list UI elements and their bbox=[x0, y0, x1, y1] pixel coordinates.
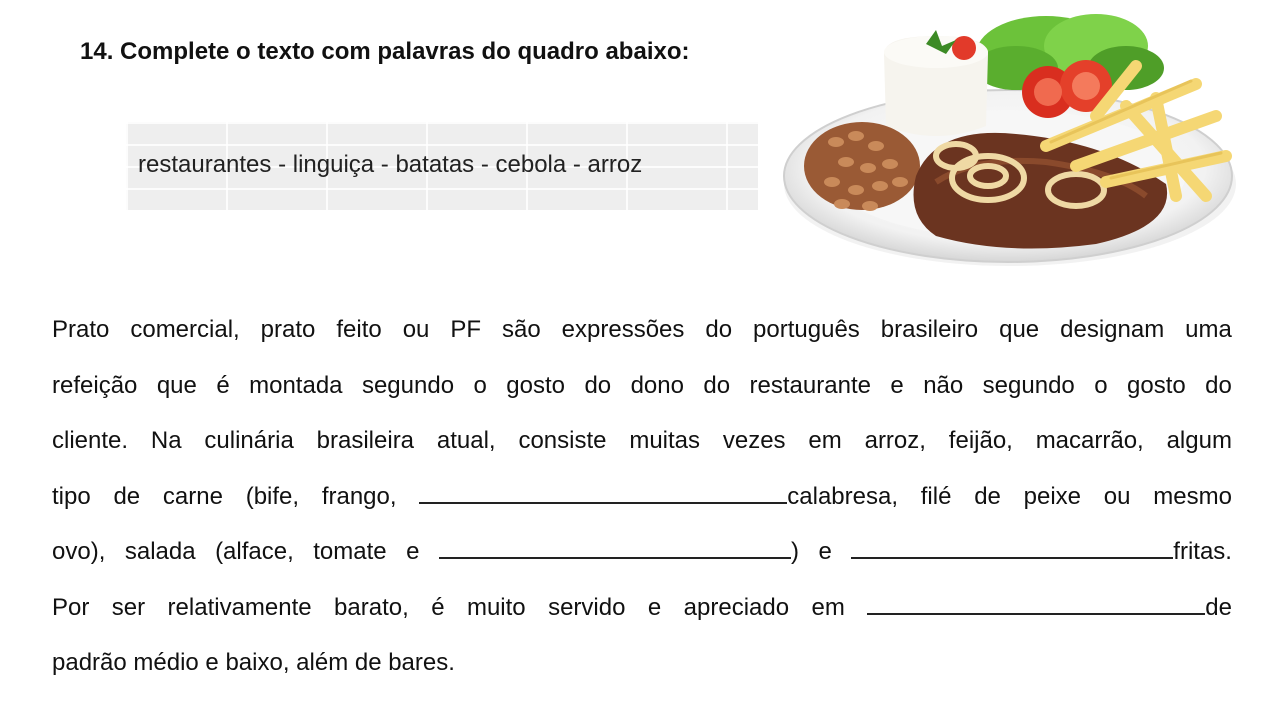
paragraph-word: (bife, bbox=[245, 482, 300, 510]
paragraph-word: Na bbox=[150, 427, 182, 454]
paragraph-word: segundo bbox=[361, 371, 455, 399]
paragraph-word: apreciado bbox=[683, 593, 790, 621]
paragraph-word: que bbox=[999, 316, 1040, 343]
paragraph-word: atual, bbox=[436, 427, 496, 454]
paragraph-word: que bbox=[156, 371, 197, 399]
fill-in-blank[interactable] bbox=[851, 539, 1173, 559]
paragraph-word: o bbox=[473, 371, 487, 399]
paragraph-word: e bbox=[818, 538, 832, 565]
paragraph-word: brasileiro bbox=[880, 316, 979, 343]
fill-in-blank[interactable] bbox=[419, 484, 787, 504]
paragraph-word: e bbox=[890, 371, 904, 399]
paragraph-word: e bbox=[406, 538, 420, 565]
paragraph-word: peixe bbox=[1023, 482, 1082, 510]
paragraph-word: restaurante bbox=[749, 371, 871, 399]
paragraph-word: tomate bbox=[313, 538, 387, 565]
fill-in-blank-group bbox=[851, 524, 1232, 580]
paragraph-word: é bbox=[431, 593, 445, 621]
paragraph-word: feijão, bbox=[948, 427, 1013, 454]
paragraph-word: (alface, bbox=[215, 538, 294, 565]
paragraph-line-1 bbox=[52, 302, 1232, 358]
paragraph-word: vezes bbox=[722, 427, 786, 454]
paragraph-word: dono bbox=[630, 371, 684, 399]
paragraph-word: uma bbox=[1185, 316, 1232, 343]
paragraph-word: o bbox=[1094, 371, 1108, 399]
paragraph-line-4 bbox=[52, 469, 1232, 525]
paragraph-word: filé bbox=[920, 482, 952, 510]
paragraph-word: do bbox=[584, 371, 612, 399]
paragraph-word: e bbox=[647, 593, 662, 621]
paragraph-word: culinária bbox=[204, 427, 294, 454]
paragraph-word: é bbox=[216, 371, 230, 399]
paragraph-word: arroz, bbox=[864, 427, 926, 454]
paragraph-word: relativamente bbox=[167, 593, 312, 621]
blank-suffix-text: fritas. bbox=[1173, 538, 1232, 565]
word-bank-box bbox=[126, 122, 758, 210]
paragraph-word: refeição bbox=[52, 371, 138, 399]
paragraph-word: gosto bbox=[506, 371, 565, 399]
paragraph-word: Prato bbox=[52, 316, 110, 343]
paragraph-word: do bbox=[703, 371, 731, 399]
paragraph-word: cliente. bbox=[52, 427, 129, 454]
fill-in-blank[interactable] bbox=[867, 595, 1205, 615]
paragraph-line-6 bbox=[52, 580, 1232, 636]
paragraph-word: em bbox=[808, 427, 842, 454]
paragraph-word: do bbox=[705, 316, 733, 343]
paragraph-word: feito bbox=[336, 316, 382, 343]
paragraph-word: carne bbox=[162, 482, 223, 510]
prato-feito-image bbox=[776, 6, 1240, 274]
paragraph-word: segundo bbox=[982, 371, 1075, 399]
paragraph-word: ou bbox=[402, 316, 430, 343]
blank-suffix-text: calabresa, bbox=[787, 482, 899, 510]
paragraph-word: tipo bbox=[52, 482, 91, 510]
paragraph-word: não bbox=[923, 371, 964, 399]
paragraph-word: ou bbox=[1103, 482, 1131, 510]
fill-in-blank-group bbox=[867, 580, 1232, 636]
paragraph-word: do bbox=[1205, 371, 1232, 399]
paragraph-line-3 bbox=[52, 413, 1232, 469]
paragraph-word: em bbox=[811, 593, 845, 621]
paragraph-line-5 bbox=[52, 524, 1232, 580]
paragraph-word: servido bbox=[548, 593, 626, 621]
paragraph-word: gosto bbox=[1127, 371, 1186, 399]
paragraph-word: montada bbox=[249, 371, 343, 399]
paragraph-word: português bbox=[753, 316, 860, 343]
paragraph-word: comercial, bbox=[130, 316, 240, 343]
paragraph-word: consiste bbox=[518, 427, 607, 454]
paragraph-word: brasileira bbox=[316, 427, 415, 454]
paragraph-word: PF bbox=[450, 316, 482, 343]
paragraph-word: algum bbox=[1166, 427, 1232, 454]
paragraph-word: designam bbox=[1060, 316, 1165, 343]
paragraph-word: são bbox=[502, 316, 541, 343]
paragraph-word: ovo), bbox=[52, 538, 106, 565]
paragraph-word: de bbox=[974, 482, 1001, 510]
word-bank-text: restaurantes - linguiça - batatas - cebola - arroz bbox=[138, 151, 643, 178]
paragraph-word: muito bbox=[466, 593, 526, 621]
paragraph-word: barato, bbox=[334, 593, 409, 621]
paragraph-word: ser bbox=[111, 593, 146, 621]
fill-in-blank-group bbox=[419, 469, 898, 525]
exercise-title: 14. Complete o texto com palavras do quadro abaixo: bbox=[80, 38, 690, 65]
fill-in-blank[interactable] bbox=[439, 539, 791, 559]
paragraph-word: mesmo bbox=[1153, 482, 1232, 510]
exercise-paragraph bbox=[52, 302, 1232, 691]
paragraph-word: Por bbox=[52, 593, 90, 621]
paragraph-word: salada bbox=[124, 538, 196, 565]
paragraph-word: de bbox=[113, 482, 141, 510]
paragraph-word: muitas bbox=[629, 427, 701, 454]
paragraph-word: prato bbox=[260, 316, 316, 343]
paragraph-line-2 bbox=[52, 358, 1232, 414]
blank-suffix-text: de bbox=[1205, 593, 1232, 621]
paragraph-word: macarrão, bbox=[1035, 427, 1144, 454]
paragraph-line-7: padrão médio e baixo, além de bares. bbox=[52, 649, 455, 676]
blank-suffix-text: ) bbox=[790, 538, 799, 565]
paragraph-word: frango, bbox=[321, 482, 397, 510]
paragraph-word: expressões bbox=[561, 316, 685, 343]
fill-in-blank-group bbox=[439, 524, 799, 580]
